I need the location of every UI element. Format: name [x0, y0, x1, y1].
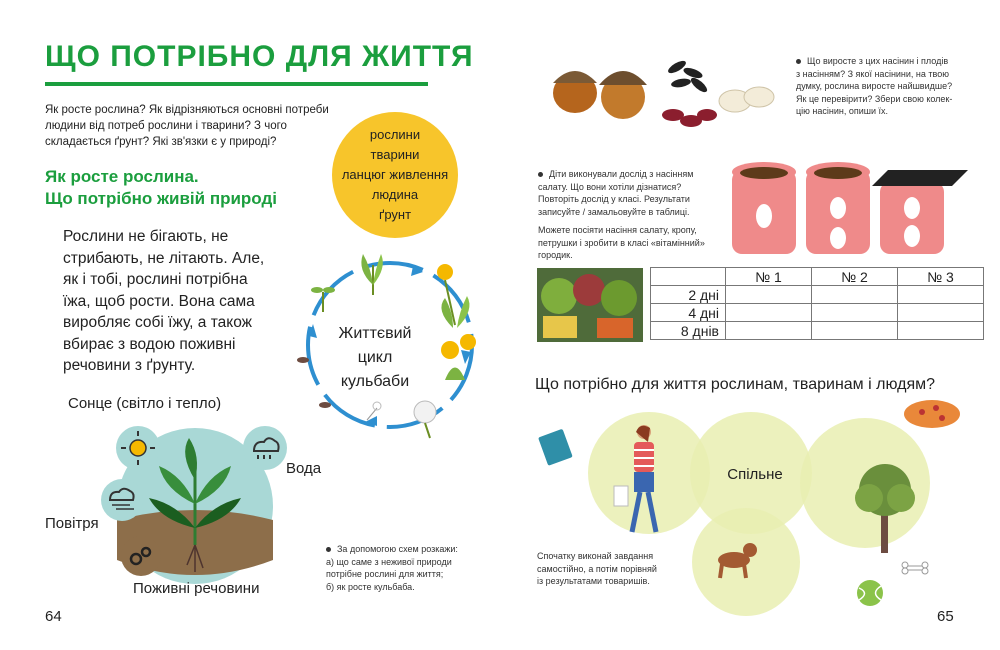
table-header-cell: № 3: [898, 268, 984, 286]
life-cycle-label: [330, 322, 420, 394]
water-label: Вода: [286, 460, 322, 477]
table-cell[interactable]: [812, 304, 898, 322]
section-heading: [45, 166, 277, 210]
note-line: з насінням? З якої насінини, на твою: [796, 68, 949, 79]
topic-item: людина: [371, 187, 419, 202]
note-line: із результатами товаришів.: [537, 576, 650, 586]
venn-center-label: Спільне: [727, 466, 783, 483]
air-label: Повітря: [45, 515, 99, 532]
woman-walking-icon: [612, 422, 676, 542]
pizza-icon: [900, 396, 964, 432]
nutrients-label: Поживні речовини: [133, 580, 260, 597]
pots-illustration: [728, 158, 973, 258]
table-cell[interactable]: [726, 286, 812, 304]
topic-item: ланцюг живлення: [341, 167, 449, 182]
page-title: ЩО ПОТРІБНО ДЛЯ ЖИТТЯ: [45, 40, 474, 73]
cycle-label-line: Життєвий: [338, 325, 412, 342]
sun-label: Сонце (світло і тепло): [68, 395, 222, 412]
pot-1: [732, 162, 796, 254]
topics-circle: [332, 112, 458, 238]
note-line: а) що саме з неживої природи: [326, 556, 452, 567]
page-number-right: 65: [937, 608, 954, 625]
acorn-icon: [599, 71, 647, 119]
cycle-label-line: цикл: [357, 349, 393, 366]
note-line: б) як росте кульбаба.: [326, 581, 415, 592]
lettuce-photo: [537, 268, 643, 342]
table-cell[interactable]: [812, 322, 898, 340]
young-plant-icon: [361, 254, 382, 295]
acorn-icon: [553, 71, 597, 113]
bullet-icon: [538, 172, 543, 177]
pot-3-covered: [872, 170, 968, 254]
cycle-label-line: кульбаби: [340, 373, 410, 390]
table-cell[interactable]: [812, 286, 898, 304]
flying-seeds-icon: [367, 402, 381, 420]
bullet-icon: [796, 59, 801, 64]
body-paragraph: [63, 226, 281, 377]
pot-2: [806, 162, 870, 254]
left-task-note: [326, 543, 486, 593]
book-icon: [536, 426, 576, 466]
intro-questions: Як росте рослина? Як відрізняються основні потреби людини від потреб рослини і тварини? З чого складається ґрунт? Які зв'язки є у природі?: [45, 104, 329, 148]
note-line: думку, рослина виросте найшвидше?: [796, 81, 953, 91]
body-line: стрибають, не літають. Але,: [63, 249, 265, 267]
note-line: Діти виконували дослід з насінням: [538, 168, 723, 181]
table-corner-cell: [651, 268, 726, 286]
page-number-left: 64: [45, 608, 62, 625]
table-cell[interactable]: [898, 322, 984, 340]
experiment-table: [650, 267, 984, 340]
seed-icon: [297, 357, 331, 408]
seeds-task-note: [796, 55, 966, 118]
table-row-label: 2 дні: [651, 286, 726, 304]
tennis-ball-icon: [855, 578, 885, 608]
nutrients-icon: [120, 535, 162, 577]
body-line: Рослини не бігають, не: [63, 228, 229, 245]
dog-icon: [712, 540, 762, 580]
note-line: потрібне рослині для життя;: [326, 569, 444, 579]
body-line: речовини з ґрунту.: [63, 357, 196, 374]
note-line: За допомогою схем розкажи:: [326, 543, 486, 556]
table-row: [651, 304, 984, 322]
seed-head-icon: [414, 401, 436, 438]
table-cell[interactable]: [726, 304, 812, 322]
table-header-cell: № 1: [726, 268, 812, 286]
flowering-dandelion-icon: [437, 264, 469, 328]
table-cell[interactable]: [898, 286, 984, 304]
table-row-label: 4 дні: [651, 304, 726, 322]
note-line: записуйте / замальовуйте в таблиці.: [538, 206, 690, 217]
body-line: виробляє собі їжу, а також: [63, 314, 253, 331]
sun-icon: [115, 425, 161, 471]
body-line: як і тобі, рослині потрібна: [63, 271, 248, 288]
note-line: Спочатку виконай завдання: [537, 551, 654, 561]
tree-icon: [855, 458, 915, 558]
note-line: Що виросте з цих насінин і плодів: [796, 55, 966, 68]
note-line: самостійно, а потім порівняй: [537, 563, 657, 574]
rain-cloud-icon: [242, 425, 288, 471]
body-line: їжа, щоб рости. Вона сама: [63, 292, 255, 310]
table-cell[interactable]: [898, 304, 984, 322]
note-line: салату. Що вони хотіли дізнатися?: [538, 181, 682, 192]
experiment-note: [538, 168, 723, 262]
section-heading-line1: Як росте рослина.: [45, 167, 199, 186]
venn-question: Що потрібно для життя рослинам, тваринам і людям?: [535, 376, 936, 393]
topic-item: тварини: [370, 147, 420, 162]
body-line: вбирає з водою поживні: [63, 335, 236, 353]
venn-task-note: [537, 550, 697, 588]
table-row-label: 8 днів: [651, 322, 726, 340]
topic-item: ґрунт: [378, 207, 412, 222]
note-line: петрушки і зробити в класі «вітамінний»: [538, 237, 705, 248]
note-line: цію насінин, опиши їх.: [796, 106, 889, 116]
bullet-icon: [326, 547, 331, 552]
pumpkin-seeds-icon: [719, 87, 774, 112]
table-header-row: [651, 268, 984, 286]
note-line: городик.: [538, 250, 573, 260]
section-heading-line2: Що потрібно живій природі: [45, 189, 277, 208]
seeds-image: [545, 45, 785, 135]
table-row: [651, 286, 984, 304]
note-line: Як це перевірити? Збери свою колек-: [796, 93, 953, 104]
sunflower-seeds-icon: [666, 59, 709, 95]
note-line: Можете посіяти насіння салату, кропу,: [538, 225, 697, 235]
title-underline: [45, 82, 428, 86]
table-header-cell: № 2: [812, 268, 898, 286]
bone-icon: [900, 560, 930, 576]
note-line: Повторіть дослід у класі. Результати: [538, 194, 690, 204]
topic-item: рослини: [369, 127, 421, 142]
beans-icon: [662, 109, 717, 127]
table-row: [651, 322, 984, 340]
wind-cloud-icon: [100, 478, 144, 522]
table-cell[interactable]: [726, 322, 812, 340]
